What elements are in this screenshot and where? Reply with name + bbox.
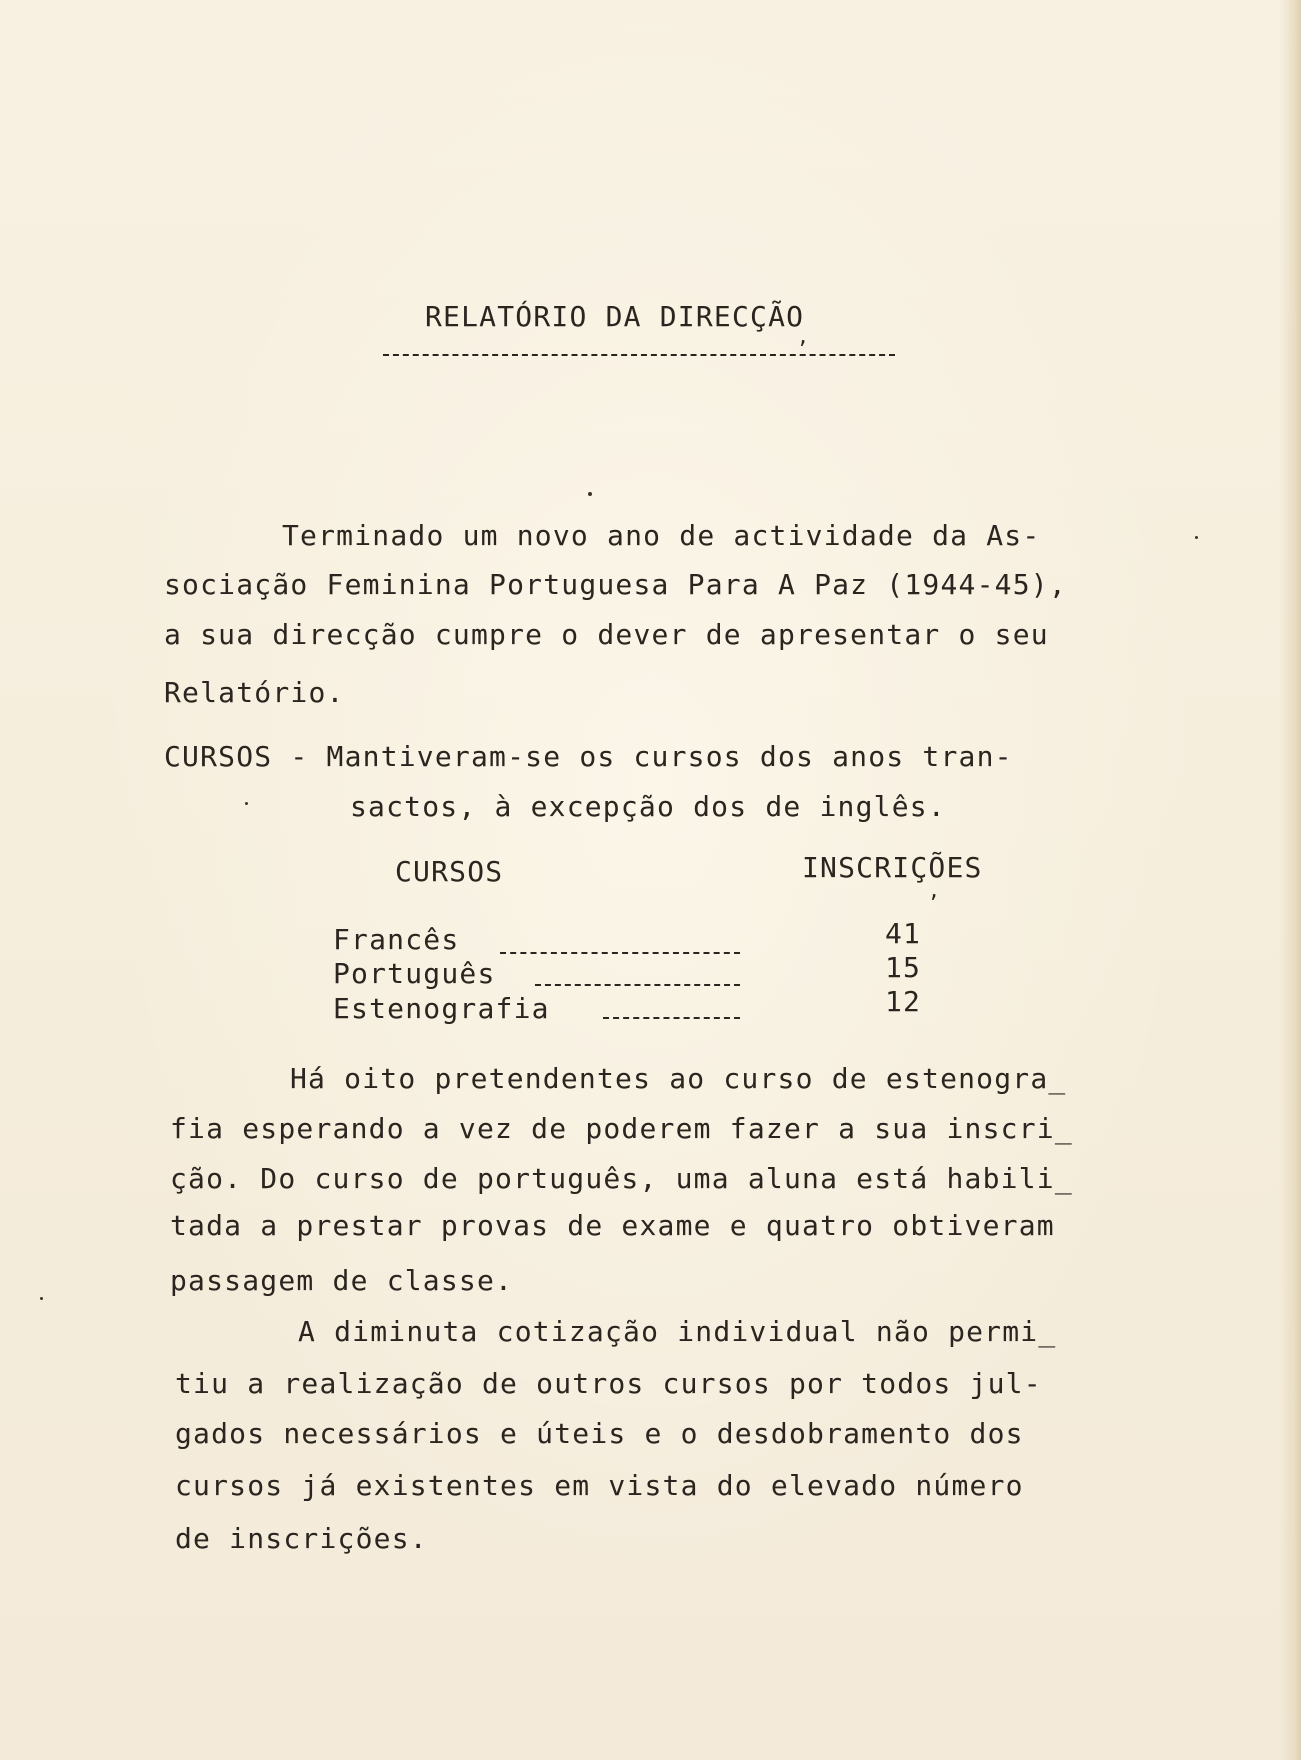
estenografia-line-3: ção. Do curso de português, uma aluna está habili_ — [170, 1162, 1073, 1195]
title-cedilla-mark: , — [797, 324, 811, 348]
row-leader-dashes — [500, 952, 740, 954]
ink-speck — [1195, 536, 1198, 539]
course-inscricoes: 12 — [885, 985, 922, 1018]
ink-speck — [588, 492, 592, 496]
cotizacao-line-5: de inscrições. — [175, 1522, 428, 1555]
course-name: Francês — [333, 923, 460, 956]
estenografia-line-2: fia esperando a vez de poderem fazer a sua inscri_ — [170, 1112, 1073, 1145]
cotizacao-line-4: cursos já existentes em vista do elevado número — [175, 1469, 1024, 1502]
course-inscricoes: 15 — [885, 951, 922, 984]
ink-speck — [245, 802, 248, 805]
estenografia-line-1: Há oito pretendentes ao curso de estenogra_ — [290, 1062, 1067, 1095]
cursos-line-2: sactos, à excepção dos de inglês. — [350, 790, 946, 823]
header-cedilla-mark: , — [928, 878, 942, 902]
row-leader-dashes — [535, 984, 740, 986]
cotizacao-line-3: gados necessários e úteis e o desdobramento dos — [175, 1417, 1024, 1450]
estenografia-line-5: passagem de classe. — [170, 1264, 514, 1297]
course-name: Português — [333, 957, 496, 990]
row-leader-dashes — [603, 1017, 740, 1019]
title-underline — [383, 354, 895, 356]
ink-speck — [40, 1297, 43, 1300]
course-inscricoes: 41 — [885, 917, 922, 950]
report-title: RELATÓRIO DA DIRECÇÃO — [425, 300, 805, 333]
cotizacao-line-2: tiu a realização de outros cursos por todos jul- — [175, 1367, 1042, 1400]
intro-line-3: a sua direcção cumpre o dever de apresentar o seu — [164, 618, 1049, 651]
table-header-cursos: CURSOS — [395, 855, 504, 888]
cursos-line-1: CURSOS - Mantiveram-se os cursos dos anos tran- — [164, 740, 1013, 773]
intro-line-2: sociação Feminina Portuguesa Para A Paz (1944-45), — [164, 568, 1067, 601]
course-name: Estenografia — [333, 992, 550, 1025]
intro-line-1: Terminado um novo ano de actividade da As- — [282, 519, 1041, 552]
intro-line-4: Relatório. — [164, 676, 345, 709]
estenografia-line-4: tada a prestar provas de exame e quatro obtiveram — [170, 1209, 1055, 1242]
cotizacao-line-1: A diminuta cotização individual não permi_ — [298, 1315, 1057, 1348]
page-edge-shadow — [1279, 0, 1301, 1760]
table-header-inscricoes: INSCRIÇÕES — [802, 851, 983, 884]
